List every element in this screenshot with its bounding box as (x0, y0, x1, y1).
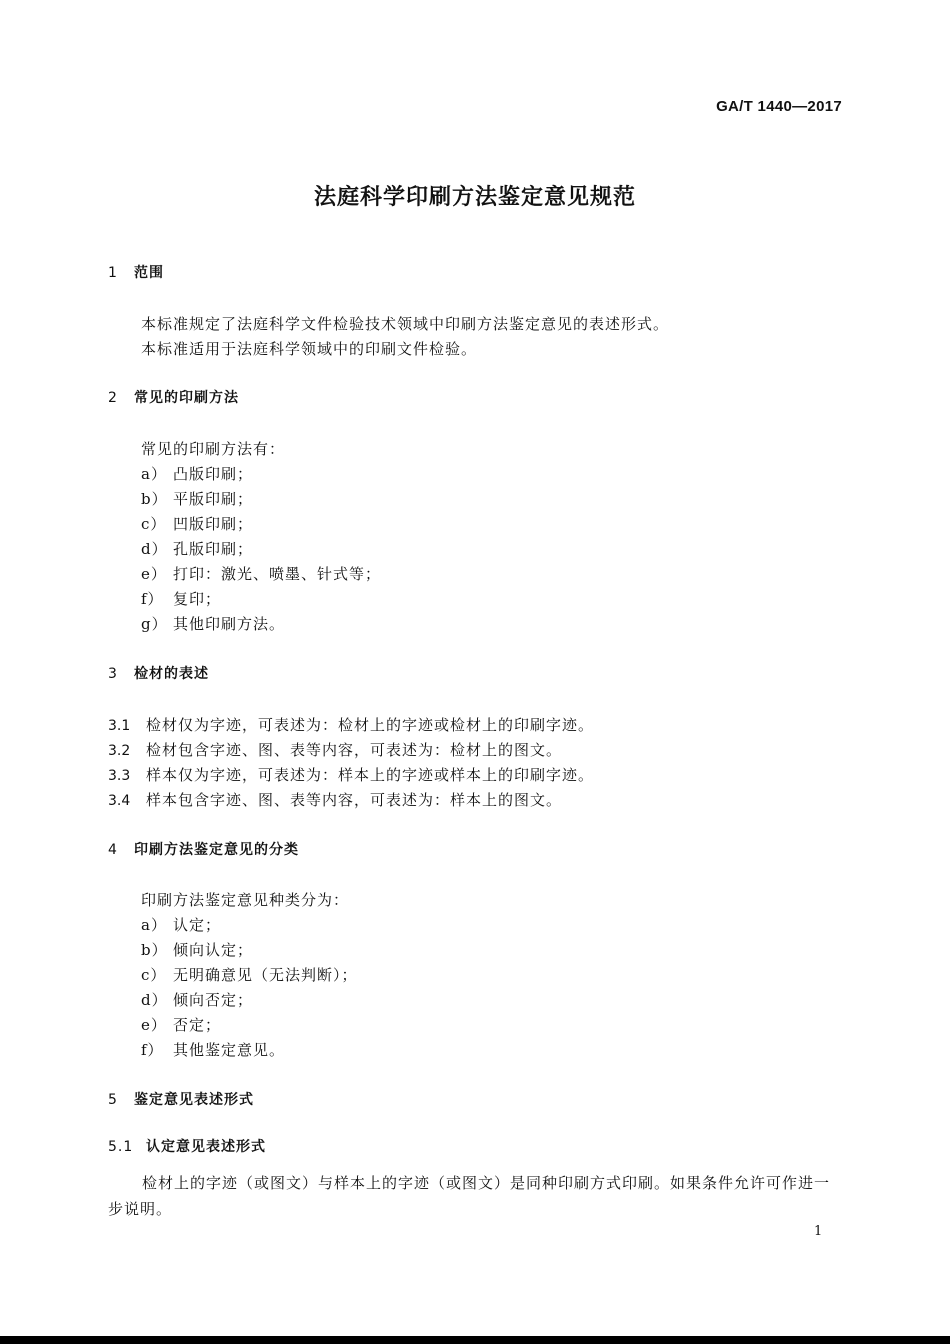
paragraph: 本标准适用于法庭科学领域中的印刷文件检验。 (141, 340, 478, 358)
section-3-heading (108, 663, 209, 683)
list-intro: 印刷方法鉴定意见种类分为： (141, 891, 350, 909)
list-item (141, 563, 381, 584)
subsection-number: 5.1 (108, 1139, 134, 1155)
list-label: b） (141, 941, 168, 959)
list-label: a） (141, 916, 167, 934)
clause-number: 3.3 (108, 768, 131, 784)
list-text: 认定； (173, 916, 222, 934)
list-item (141, 538, 253, 559)
list-text: 倾向认定； (173, 941, 254, 959)
section-5-heading (108, 1089, 254, 1109)
list-item (141, 989, 253, 1010)
list-label: g） (141, 615, 168, 633)
document-title: 法庭科学印刷方法鉴定意见规范 (313, 185, 636, 210)
list-text: 凸版印刷； (173, 465, 254, 483)
list-label: b） (141, 490, 168, 508)
section-title: 范围 (134, 265, 164, 281)
list-item (141, 513, 253, 534)
section-title: 检材的表述 (134, 666, 209, 682)
section-2-heading (108, 387, 239, 407)
clause (108, 789, 562, 810)
clause-number: 3.2 (108, 743, 131, 759)
list-text: 其他鉴定意见。 (173, 1041, 286, 1059)
list-text: 打印：激光、喷墨、针式等； (173, 565, 382, 583)
list-item (141, 488, 253, 509)
list-item (141, 613, 285, 634)
list-label: d） (141, 991, 168, 1009)
paragraph: 本标准规定了法庭科学文件检验技术领域中印刷方法鉴定意见的表述形式。 (141, 315, 670, 333)
list-label: c） (141, 966, 167, 984)
section-number: 4 (108, 842, 118, 858)
subsection-title: 认定意见表述形式 (146, 1139, 266, 1155)
list-item (141, 914, 221, 935)
clause-number: 3.4 (108, 793, 131, 809)
list-item (141, 1014, 221, 1035)
list-text: 否定； (173, 1016, 222, 1034)
section-title: 鉴定意见表述形式 (134, 1092, 254, 1108)
paragraph: 检材上的字迹（或图文）与样本上的字迹（或图文）是同种印刷方式印刷。如果条件允许可作进一步说明。 (108, 1174, 831, 1218)
list-text: 孔版印刷； (173, 540, 254, 558)
clause-number: 3.1 (108, 718, 131, 734)
section-1-heading (108, 262, 164, 282)
list-label: c） (141, 515, 167, 533)
clause (108, 739, 562, 760)
clause-text: 样本仅为字迹，可表述为：样本上的字迹或样本上的印刷字迹。 (146, 766, 595, 784)
list-item (141, 463, 253, 484)
bottom-border (0, 1336, 950, 1344)
page-number: 1 (814, 1224, 823, 1239)
list-text: 复印； (173, 590, 222, 608)
subsection-5-1-heading (108, 1136, 266, 1156)
clause-text: 检材仅为字迹，可表述为：检材上的字迹或检材上的印刷字迹。 (146, 716, 595, 734)
section-title: 印刷方法鉴定意见的分类 (134, 842, 299, 858)
list-text: 平版印刷； (173, 490, 254, 508)
section-number: 3 (108, 666, 118, 682)
section-4-heading (108, 839, 299, 859)
list-intro: 常见的印刷方法有： (141, 440, 286, 458)
section-title: 常见的印刷方法 (134, 390, 239, 406)
clause-text: 样本包含字迹、图、表等内容，可表述为：样本上的图文。 (146, 791, 563, 809)
clause (108, 764, 594, 785)
list-label: f） (141, 590, 164, 608)
list-text: 无明确意见（无法判断）； (173, 966, 358, 984)
section-number: 1 (108, 265, 118, 281)
standard-number: GA/T 1440—2017 (716, 98, 842, 115)
list-item (141, 939, 253, 960)
clause (108, 714, 594, 735)
list-item (141, 588, 221, 609)
list-label: f） (141, 1041, 164, 1059)
list-label: e） (141, 565, 167, 583)
list-label: a） (141, 465, 167, 483)
list-text: 凹版印刷； (173, 515, 254, 533)
list-item (141, 964, 358, 985)
list-text: 其他印刷方法。 (173, 615, 286, 633)
list-label: e） (141, 1016, 167, 1034)
section-number: 2 (108, 390, 118, 406)
clause-text: 检材包含字迹、图、表等内容，可表述为：检材上的图文。 (146, 741, 563, 759)
list-text: 倾向否定； (173, 991, 254, 1009)
list-label: d） (141, 540, 168, 558)
list-item (141, 1039, 285, 1060)
section-number: 5 (108, 1092, 118, 1108)
